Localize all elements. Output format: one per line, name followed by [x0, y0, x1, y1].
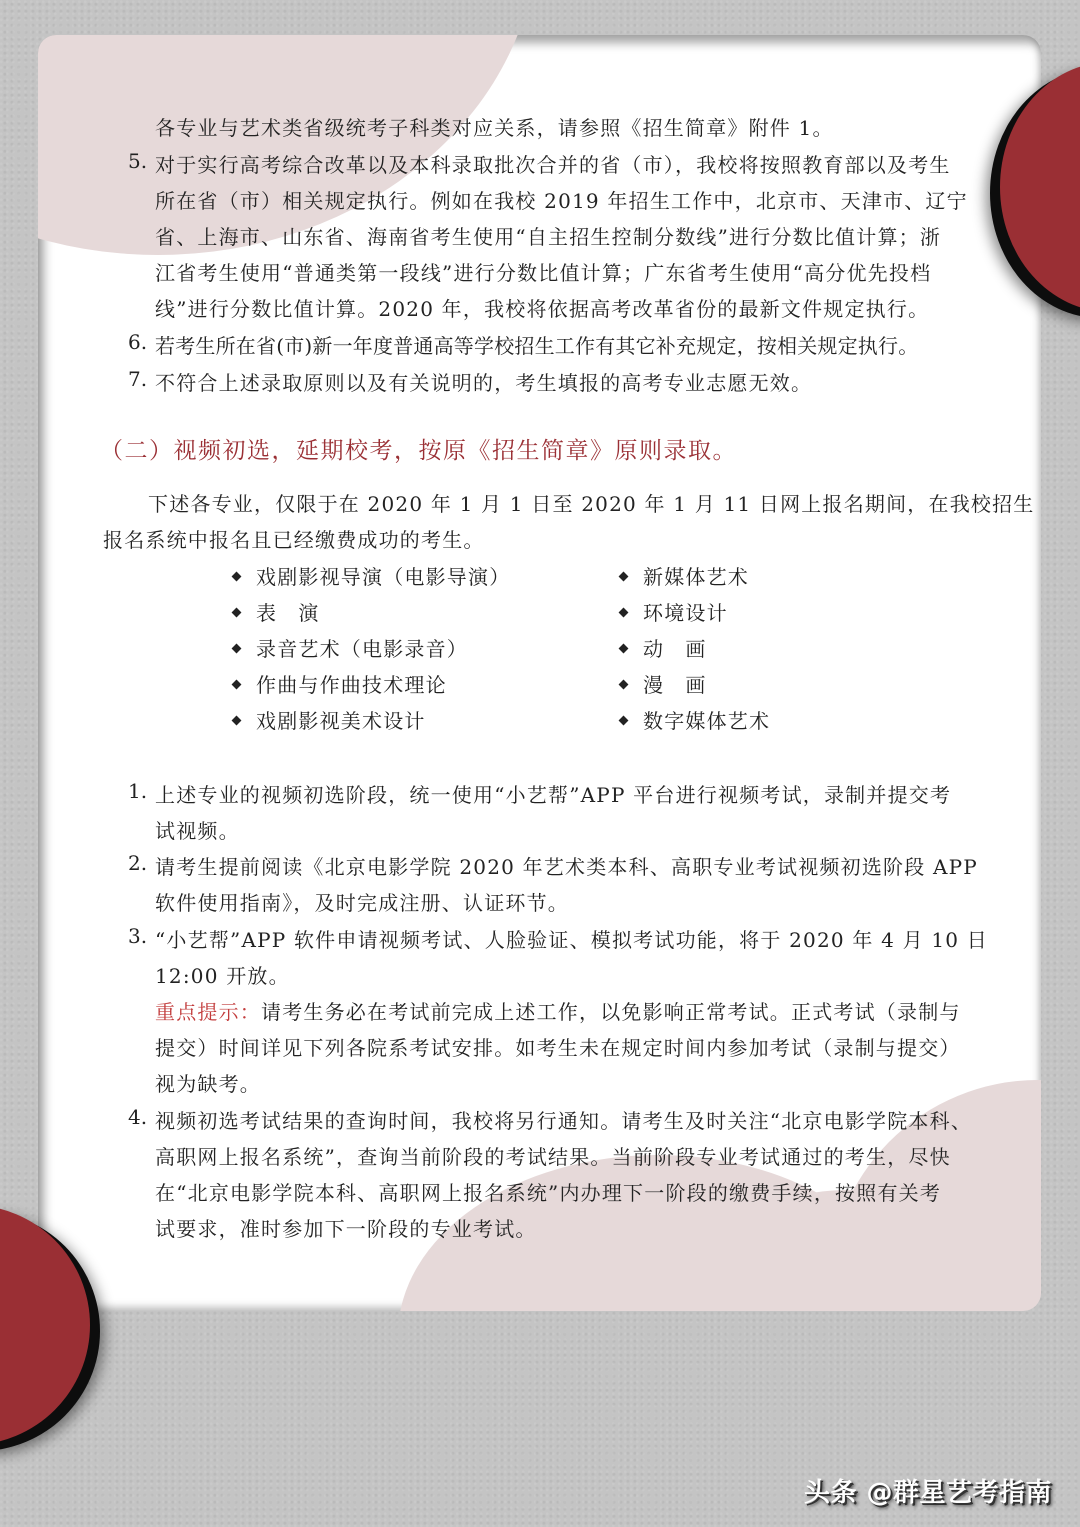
major-list-item: 新媒体艺术	[620, 561, 749, 590]
bullet-diamond-icon	[232, 644, 242, 654]
item-4-line: 试要求，准时参加下一阶段的专业考试。	[155, 1217, 537, 1241]
item-3-line: “小艺帮”APP 软件申请视频考试、人脸验证、模拟考试功能，将于 2020 年 4 月 10 日	[155, 928, 988, 952]
section-heading: （二）视频初选，延期校考，按原《招生简章》原则录取。	[100, 438, 737, 464]
bullet-diamond-icon	[619, 644, 629, 654]
bullet-diamond-icon	[232, 680, 242, 690]
bullet-diamond-icon	[619, 608, 629, 618]
bullet-diamond-icon	[232, 716, 242, 726]
item-5-line: 对于实行高考综合改革以及本科录取批次合并的省（市），我校将按照教育部以及考生	[155, 153, 951, 177]
item-4-line: 高职网上报名系统”，查询当前阶段的考试结果。当前阶段专业考试通过的考生，尽快	[155, 1145, 951, 1169]
item-5-line: 线”进行分数比值计算。2020 年，我校将依据高考改革省份的最新文件规定执行。	[155, 297, 930, 321]
bullet-diamond-icon	[232, 608, 242, 618]
item-5-line: 江省考生使用“普通类第一段线”进行分数比值计算；广东省考生使用“高分优先投档	[155, 261, 932, 285]
continuation-text: 各专业与艺术类省级统考子科类对应关系，请参照《招生简章》附件 1。	[155, 116, 834, 140]
major-list-item: 漫 画	[620, 669, 707, 698]
major-list-item: 环境设计	[620, 597, 728, 626]
major-list-item: 数字媒体艺术	[620, 705, 770, 734]
bullet-diamond-icon	[619, 716, 629, 726]
major-list-item: 戏剧影视导演（电影导演）	[233, 561, 510, 590]
item-5-line: 省、上海市、山东省、海南省考生使用“自主招生控制分数线”进行分数比值计算；浙	[155, 225, 942, 249]
item-number: 3.	[128, 924, 148, 948]
bullet-diamond-icon	[232, 572, 242, 582]
intro-line: 下述各专业，仅限于在 2020 年 1 月 1 日至 2020 年 1 月 11 日网上报名期间，在我校招生	[148, 492, 1035, 516]
item-number: 5.	[128, 149, 148, 173]
item-1-line: 试视频。	[155, 819, 240, 843]
item-2-line: 软件使用指南》，及时完成注册、认证环节。	[155, 891, 569, 915]
item-number: 7.	[128, 367, 148, 391]
item-7-line: 不符合上述录取原则以及有关说明的，考生填报的高考专业志愿无效。	[155, 371, 813, 395]
item-4-line: 在“北京电影学院本科、高职网上报名系统”内办理下一阶段的缴费手续，按照有关考	[155, 1181, 942, 1205]
item-2-line: 请考生提前阅读《北京电影学院 2020 年艺术类本科、高职专业考试视频初选阶段 APP	[155, 855, 978, 879]
item-3-line: 12:00 开放。	[155, 964, 290, 988]
item-number: 6.	[128, 330, 148, 354]
item-5-line: 所在省（市）相关规定执行。例如在我校 2019 年招生工作中，北京市、天津市、辽宁	[155, 189, 968, 213]
item-6-line: 若考生所在省(市)新一年度普通高等学校招生工作有其它补充规定，按相关规定执行。	[155, 334, 919, 358]
bullet-diamond-icon	[619, 680, 629, 690]
key-note-line: 视为缺考。	[155, 1072, 261, 1096]
major-list-item: 动 画	[620, 633, 707, 662]
item-1-line: 上述专业的视频初选阶段，统一使用“小艺帮”APP 平台进行视频考试，录制并提交考	[155, 783, 952, 807]
major-list-item: 表 演	[233, 597, 320, 626]
item-number: 4.	[128, 1105, 148, 1129]
major-list-item: 作曲与作曲技术理论	[233, 669, 447, 698]
key-note-line: 提交）时间详见下列各院系考试安排。如考生未在规定时间内参加考试（录制与提交）	[155, 1036, 961, 1060]
item-number: 1.	[128, 779, 148, 803]
intro-line: 报名系统中报名且已经缴费成功的考生。	[103, 528, 485, 552]
major-list-item: 戏剧影视美术设计	[233, 705, 426, 734]
item-number: 2.	[128, 851, 148, 875]
item-4-line: 视频初选考试结果的查询时间，我校将另行通知。请考生及时关注“北京电影学院本科、	[155, 1109, 973, 1133]
watermark: 头条 @群星艺考指南	[803, 1478, 1052, 1508]
key-note-label: 重点提示：	[155, 1000, 261, 1024]
key-note-line: 重点提示：请考生务必在考试前完成上述工作，以免影响正常考试。正式考试（录制与	[155, 1000, 961, 1024]
major-list-item: 录音艺术（电影录音）	[233, 633, 468, 662]
bullet-diamond-icon	[619, 572, 629, 582]
